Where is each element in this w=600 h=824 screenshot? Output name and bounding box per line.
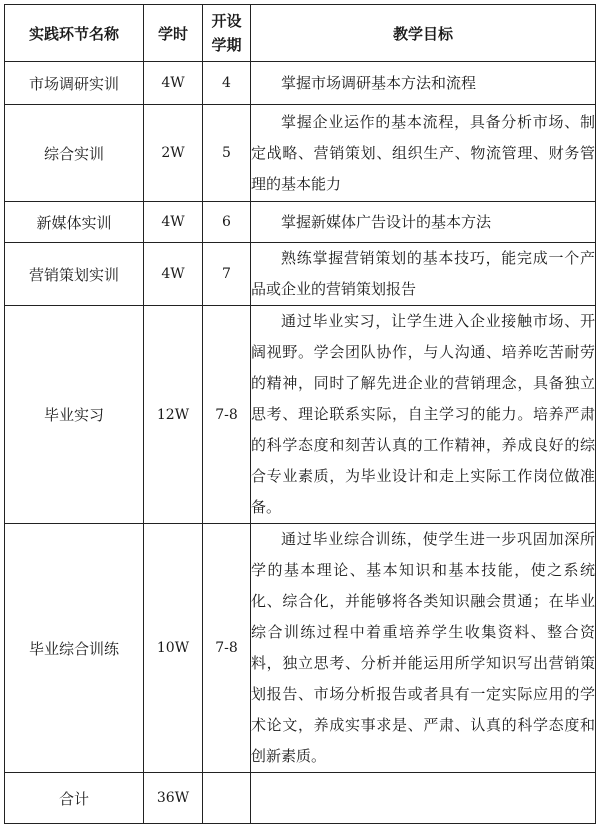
cell-hours: 4W — [144, 202, 203, 243]
cell-term: 7-8 — [203, 524, 251, 773]
table-row — [5, 243, 596, 306]
cell-term: 4 — [203, 62, 251, 105]
cell-goal — [251, 306, 596, 524]
cell-term: 5 — [203, 105, 251, 202]
table-row — [5, 105, 596, 202]
cell-hours: 12W — [144, 306, 203, 524]
table-row — [5, 524, 596, 773]
cell-term: 7-8 — [203, 306, 251, 524]
cell-goal — [251, 243, 596, 306]
goal-text: 熟练掌握营销策划的基本技巧，能完成一个产品或企业的营销策划报告 — [251, 249, 595, 298]
cell-hours: 2W — [144, 105, 203, 202]
total-term — [203, 773, 251, 824]
cell-hours: 4W — [144, 62, 203, 105]
cell-name: 新媒体实训 — [5, 202, 144, 243]
cell-goal — [251, 62, 596, 105]
total-hours: 36W — [144, 773, 203, 824]
goal-text: 掌握企业运作的基本流程，具备分析市场、制定战略、营销策划、组织生产、物流管理、财务管理的基本能力 — [251, 112, 595, 193]
header-goal: 教学目标 — [251, 5, 596, 62]
total-goal — [251, 773, 596, 824]
total-row — [5, 773, 596, 824]
table-row — [5, 62, 596, 105]
header-name: 实践环节名称 — [5, 5, 144, 62]
cell-name: 毕业综合训练 — [5, 524, 144, 773]
cell-name: 市场调研实训 — [5, 62, 144, 105]
cell-name: 综合实训 — [5, 105, 144, 202]
cell-goal — [251, 524, 596, 773]
goal-text: 通过毕业综合训练，使学生进一步巩固加深所学的基本理论、基本知识和基本技能，使之系统化、综合化，并能够将各类知识融会贯通；在毕业综合训练过程中着重培养学生收集资料、整合资料，独立思考、分析并能运用所学知识写出营销策划报告、市场分析报告或者具有一定实际应用的学术论文，养成实事求是、严肃、认真的科学态度和创新素质。 — [251, 530, 595, 765]
header-hours: 学时 — [144, 5, 203, 62]
cell-term: 7 — [203, 243, 251, 306]
table-row — [5, 306, 596, 524]
header-term-line1: 开设 — [211, 12, 242, 30]
cell-hours: 10W — [144, 524, 203, 773]
cell-name: 毕业实习 — [5, 306, 144, 524]
total-label: 合计 — [5, 773, 144, 824]
table-row — [5, 202, 596, 243]
cell-name: 营销策划实训 — [5, 243, 144, 306]
cell-goal — [251, 202, 596, 243]
header-row — [5, 5, 596, 62]
cell-term: 6 — [203, 202, 251, 243]
goal-text: 通过毕业实习，让学生进入企业接触市场、开阔视野。学会团队协作，与人沟通、培养吃苦耐劳的精神，同时了解先进企业的营销理念，具备独立思考、理论联系实际，自主学习的能力。培养严肃的科学态度和刻苦认真的工作精神，养成良好的综合专业素质，为毕业设计和走上实际工作岗位做准备。 — [251, 312, 595, 516]
header-term-line2: 学期 — [211, 36, 242, 54]
header-term — [203, 5, 251, 62]
cell-goal — [251, 105, 596, 202]
practice-table — [4, 4, 596, 824]
goal-text: 掌握新媒体广告设计的基本方法 — [281, 212, 492, 231]
goal-text: 掌握市场调研基本方法和流程 — [281, 73, 477, 92]
cell-hours: 4W — [144, 243, 203, 306]
